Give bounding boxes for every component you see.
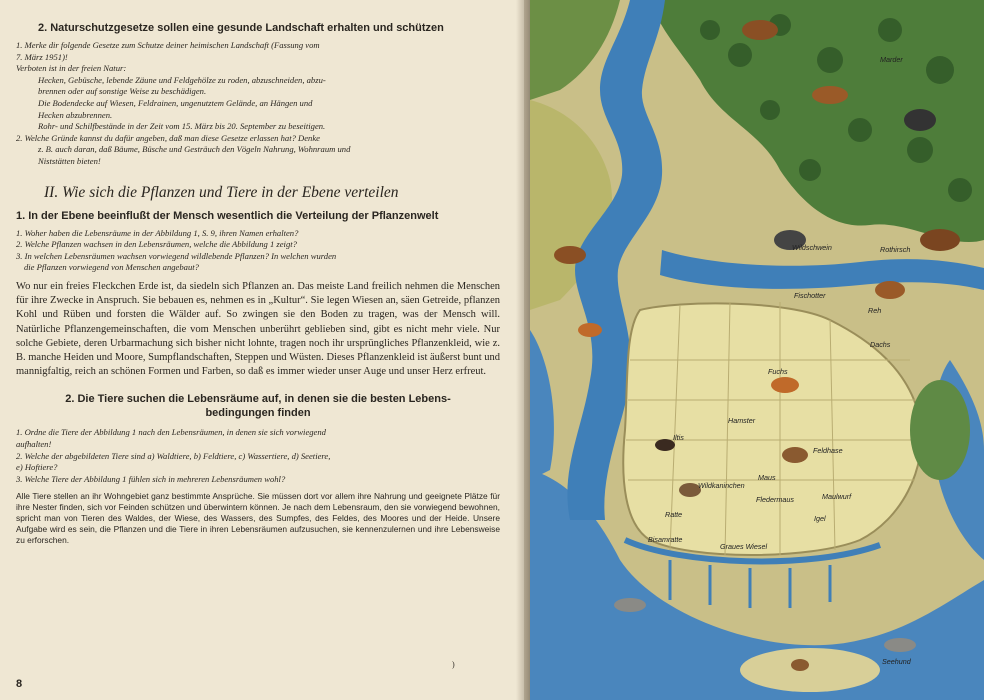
label-hamster: Hamster xyxy=(728,416,756,425)
question-1-line-1: 1. Merke dir folgende Gesetze zum Schutze deiner heimischen Landschaft (Fassung vom xyxy=(16,40,320,50)
question-2-line-1: 2. Welche Gründe kannst du dafür angeben, daß man diese Gesetze erlassen hat? Denke xyxy=(16,132,320,143)
island xyxy=(740,648,880,692)
page-number: 8 xyxy=(16,678,23,690)
paragraph-tiere: Alle Tiere stellen an ihr Wohngebiet ganz bestimmte Ansprüche. Sie müssen dort vor allem ihre Nahrung und geeignete Plätze für ihre Nester finden, sich vor Feinden schützen und überwintern können. Je nach dem Lebensraum, den sie vorwiegend bewohnen, spricht man von Tieren des Waldes, der Wiese, des Wassers, des Sumpfes, des Feldes, des Moores und der Heide. Unsere Aufgabe wird es sein, die Pflanzen und die Tiere in ihren Lebensräumen aufzusuchen, sie kennenzulernen und ihre Lebensweise zu erforschen. xyxy=(16,491,500,546)
label-reh: Reh xyxy=(868,306,882,315)
label-dachs: Dachs xyxy=(870,340,891,349)
left-page-content xyxy=(16,22,500,546)
section-2-question-3: 3. Welche Tiere der Abbildung 1 fühlen sich in mehreren Lebensräumen wohl? xyxy=(16,473,286,484)
label-fischotter: Fischotter xyxy=(794,291,826,300)
label-seehund: Seehund xyxy=(882,657,911,666)
law-2-line-2: Hecken abzubrennen. xyxy=(38,109,113,120)
polecat-icon xyxy=(655,439,675,451)
stray-mark: ) xyxy=(452,660,455,669)
label-marder: Marder xyxy=(880,55,903,64)
hare-icon xyxy=(782,447,808,463)
label-maus: Maus xyxy=(758,473,776,482)
section-2-question-2-line-2: e) Hoftiere? xyxy=(16,462,58,473)
island-right xyxy=(910,380,970,480)
landscape-illustration xyxy=(530,0,984,700)
seal-icon xyxy=(884,638,916,652)
section-1-question-1: 1. Woher haben die Lebensräume in der Abbildung 1, S. 9, ihren Namen erhalten? xyxy=(16,227,299,238)
section-2-question-1-line-1: 1. Ordne die Tiere der Abbildung 1 nach den Lebensräumen, in denen sie sich vorwiegend xyxy=(16,427,326,438)
label-maulwurf: Maulwurf xyxy=(822,492,852,501)
law-3: Rohr- und Schilfbestände in der Zeit vom 15. März bis 20. September zu beseitigen. xyxy=(38,121,326,132)
heading-tiere-line-1: 2. Die Tiere suchen die Lebensräume auf, in denen sie die besten Lebens- xyxy=(65,393,451,406)
label-fuchs: Fuchs xyxy=(768,367,788,376)
law-1-line-1: Hecken, Gebüsche, lebende Zäune und Feldgehölze zu roden, abzuschneiden, abzu- xyxy=(38,74,326,85)
law-2-line-1: Die Bodendecke auf Wiesen, Feldrainen, ungenutztem Gelände, an Hängen und xyxy=(38,97,313,108)
fox-icon xyxy=(578,323,602,337)
question-1-line-2: 7. März 1951)! xyxy=(16,51,68,62)
illustrated-landscape-map xyxy=(530,0,984,700)
heading-tiere-line-2: bedingungen finden xyxy=(205,407,311,420)
label-fledermaus: Fledermaus xyxy=(756,495,794,504)
label-rothirsch: Rothirsch xyxy=(880,245,911,254)
paragraph-pflanzen: Wo nur ein freies Fleckchen Erde ist, da siedeln sich Pflanzen an. Das meiste Land freilich nehmen die Menschen für ihre Zwecke in Anspruch. Sie bebauen es, nehmen es in „Kultur“. Sie legen Wiesen an, säen Getreide, pflanzen Kohl und Rüben und forsten die Wälder auf. So zwingen sie den Boden zu tragen, was der Mensch will. Natürliche Pflanzengemeinschaften, die vom Menschen unberührt geblieben sind, gibt es nicht mehr viele. Nur solche Gebiete, deren Urbarmachung sich bisher nicht lohnte, tragen noch ihr ursprüngliches Pflanzenkleid, wie z. B. manche Heiden und Moore, Sumpflandschaften, Steppen und Wüsten. Dieses Pflanzenkleid ist äußerst bunt und mannigfaltig, reich an schönen Formen und Farben, so daß es immer wieder unser Auge und unser Herz erfreut. xyxy=(16,280,500,378)
heading-pflanzenwelt: 1. In der Ebene beeinflußt der Mensch wesentlich die Verteilung der Pflanzenwelt xyxy=(16,209,439,222)
law-1-line-2: brennen oder auf sonstige Weise zu beschädigen. xyxy=(38,86,207,97)
section-1-question-3-line-1: 3. In welchen Lebensräumen wachsen vorwiegend wildlebende Pflanzen? In welchen wurden xyxy=(16,250,337,261)
fox-icon xyxy=(771,377,799,393)
verboten-label: Verboten ist in der freien Natur: xyxy=(16,63,127,74)
section-1-question-2: 2. Welche Pflanzen wachsen in den Lebensräumen, welche die Abbildung 1 zeigt? xyxy=(16,239,297,250)
deer-icon xyxy=(554,246,586,264)
section-1-question-3-line-2: die Pflanzen vorwiegend von Menschen angebaut? xyxy=(24,262,199,273)
label-feldhase: Feldhase xyxy=(813,446,843,455)
question-2-line-3: Niststätten bieten! xyxy=(38,155,101,166)
question-2-line-2: z. B. auch daran, daß Bäume, Büsche und Gesträuch den Vögeln Nahrung, Wohnraum und xyxy=(38,144,351,155)
stag-icon xyxy=(920,229,960,251)
seal-icon xyxy=(614,598,646,612)
deer-icon xyxy=(742,20,778,40)
label-bisamratte: Bisamratte xyxy=(648,535,683,544)
label-wildschwein: Wildschwein xyxy=(792,243,832,252)
section-title: II. Wie sich die Pflanzen und Tiere in der Ebene verteilen xyxy=(44,183,399,201)
heading-naturschutz: 2. Naturschutzgesetze sollen eine gesunde Landschaft erhalten und schützen xyxy=(38,22,444,34)
label-igel: Igel xyxy=(814,514,826,523)
label-ratte: Ratte xyxy=(665,510,683,519)
label-graues-wiesel: Graues Wiesel xyxy=(720,542,768,551)
deer-icon xyxy=(812,86,848,104)
roe-deer-icon xyxy=(875,281,905,299)
rabbit-icon xyxy=(791,659,809,671)
label-wildkaninchen: Wildkaninchen xyxy=(698,481,745,490)
section-2-question-2-line-1: 2. Welche der abgebildeten Tiere sind a) Waldtiere, b) Feldtiere, c) Wassertiere, d) Seetiere, xyxy=(16,450,331,461)
label-iltis: Iltis xyxy=(673,433,684,442)
section-2-question-1-line-2: aufhalten! xyxy=(16,438,52,449)
boar-icon xyxy=(904,109,936,131)
